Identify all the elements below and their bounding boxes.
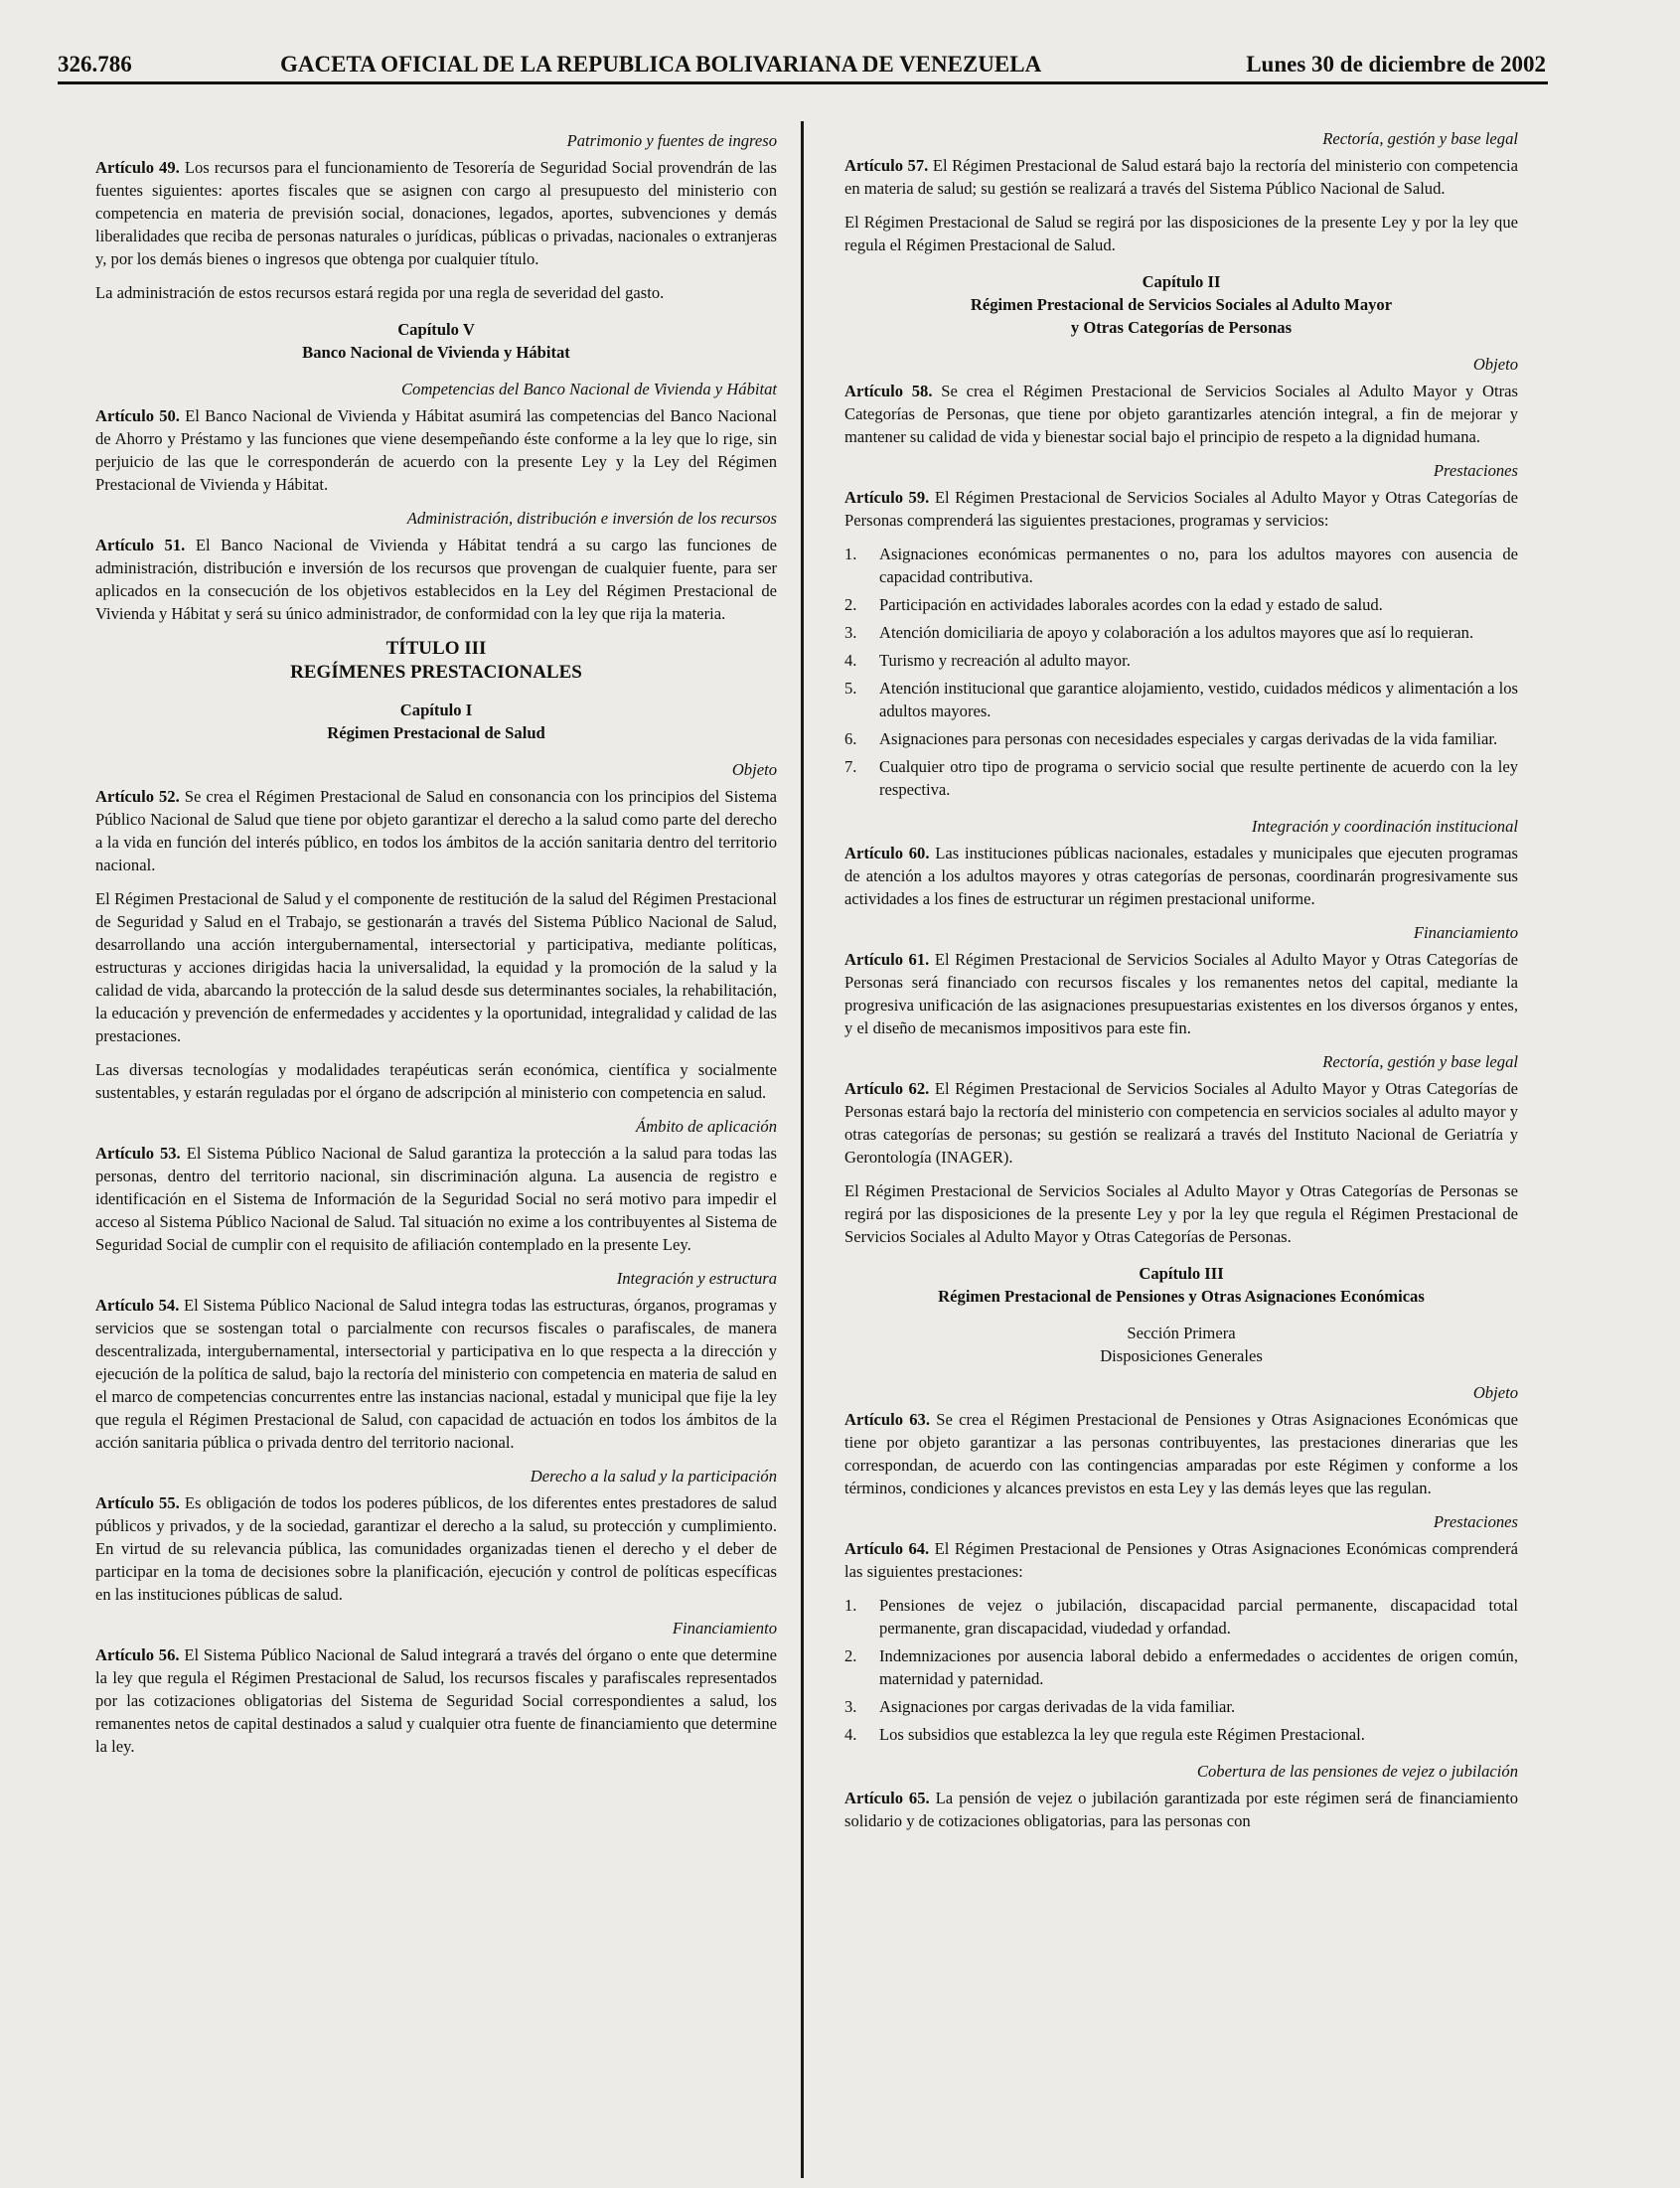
chapter-title-line-2: y Otras Categorías de Personas bbox=[1070, 318, 1293, 337]
list-item bbox=[844, 621, 1518, 644]
article-60 bbox=[844, 842, 1518, 910]
article-subtitle: Rectoría, gestión y base legal bbox=[1322, 129, 1518, 148]
article-59 bbox=[844, 486, 1518, 532]
list-item-text: Asignaciones por cargas derivadas de la vida familiar. bbox=[879, 1697, 1236, 1716]
article-61 bbox=[844, 948, 1518, 1039]
chapter-number: Capítulo III bbox=[1139, 1264, 1224, 1283]
article-subtitle: Objeto bbox=[1472, 355, 1518, 374]
list-item-text: Turismo y recreación al adulto mayor. bbox=[879, 651, 1131, 670]
article-number: Artículo 55. bbox=[95, 1493, 180, 1512]
page-number: 326.786 bbox=[58, 52, 132, 77]
article-subtitle: Objeto bbox=[731, 760, 777, 779]
article-53 bbox=[95, 1142, 777, 1256]
article-57 bbox=[844, 154, 1518, 200]
list-item bbox=[844, 1644, 1518, 1690]
article-65 bbox=[844, 1787, 1518, 1832]
article-text: Las instituciones públicas nacionales, estadales y municipales que ejecuten programas de atención a los adultos mayores y otras categorías de personas, coordinarán progresivamente sus actividades a los fines de estructurar un régimen prestacional uniforme. bbox=[844, 844, 1518, 908]
article-subtitle: Rectoría, gestión y base legal bbox=[1322, 1052, 1518, 1071]
article-number: Artículo 58. bbox=[844, 382, 933, 400]
chapter-title: Banco Nacional de Vivienda y Hábitat bbox=[302, 343, 570, 362]
paragraph: El Régimen Prestacional de Salud y el componente de restitución de la salud del Régimen Prestacional de Seguridad y Salud en el Trabajo, se gestionarán a través del Sistema Público Nacional de Salud, desarrollando una acción intergubernamental, intersectorial y participativa, mediante políticas, estructuras y acciones dirigidas hacia la universalidad, la equidad y la promoción de la salud y la calidad de vida, abarcando la protección de la salud desde sus determinantes sociales, la rehabilitación, la educación y prevención de enfermedades y accidentes y la oportunidad, integralidad y calidad de las prestaciones. bbox=[95, 889, 777, 1045]
list-item bbox=[844, 1594, 1518, 1640]
article-subtitle: Integración y estructura bbox=[616, 1269, 777, 1288]
section-title: Disposiciones Generales bbox=[1100, 1346, 1263, 1365]
article-subtitle: Cobertura de las pensiones de vejez o jubilación bbox=[1196, 1762, 1518, 1781]
paragraph: El Régimen Prestacional de Servicios Sociales al Adulto Mayor y Otras Categorías de Personas se regirá por las disposiciones de la presente Ley y por la ley que regula el Régimen Prestacional de Servicios Sociales al Adulto Mayor y Otras Categorías de Personas. bbox=[844, 1181, 1518, 1246]
section-heading bbox=[844, 1322, 1518, 1367]
article-55 bbox=[95, 1491, 777, 1606]
list-item-text: Pensiones de vejez o jubilación, discapacidad parcial permanente, discapacidad total permanente, gran discapacidad, viudedad y orfandad. bbox=[879, 1596, 1518, 1638]
article-54 bbox=[95, 1294, 777, 1454]
article-text: El Sistema Público Nacional de Salud integra todas las estructuras, órganos, programas y servicios que se sostengan total o parcialmente con recursos fiscales o parafiscales, de manera descentralizada, intergubernamental, intersectorial y participativa en lo que respecta a la dirección y ejecución de la política de salud, bajo la rectoría del ministerio con competencia en materia de salud en el marco de competencias concurrentes entre las instancias nacional, estadal y municipal que fije la ley que regula el Régimen Prestacional de Salud, con capacidad de actuación en todos los ámbitos de la acción sanitaria pública o privada dentro del territorio nacional. bbox=[95, 1296, 777, 1452]
chapter-number: Capítulo I bbox=[399, 701, 473, 719]
publication-date: Lunes 30 de diciembre de 2002 bbox=[1246, 52, 1546, 77]
title-name: REGÍMENES PRESTACIONALES bbox=[290, 662, 582, 683]
chapter-heading bbox=[95, 318, 777, 364]
article-text: Los recursos para el funcionamiento de Tesorería de Seguridad Social provendrán de las fuentes siguientes: aportes fiscales que se asignen con cargo al presupuesto del ministerio con competencia en materia de previsión social, donaciones, legados, aportes, subvenciones y demás liberalidades que reciba de personas naturales o jurídicas, públicas o privadas, nacionales o extranjeras y, por los demás bienes o ingresos que obtenga por cualquier título. bbox=[95, 158, 777, 268]
article-subtitle: Competencias del Banco Nacional de Vivienda y Hábitat bbox=[400, 380, 777, 398]
list-item-text: Cualquier otro tipo de programa o servicio social que resulte pertinente de acuerdo con la ley respectiva. bbox=[879, 757, 1518, 799]
list-item-number: 4. bbox=[844, 651, 857, 670]
article-text: Es obligación de todos los poderes públicos, de los diferentes entes prestadores de salud públicos y privados, y de la sociedad, garantizar el derecho a la salud, su protección y cumplimiento. En virtud de su relevancia pública, las comunidades organizadas tienen el derecho y el deber de participar en la toma de decisiones sobre la planificación, ejecución y control de políticas específicas en las instituciones públicas de salud. bbox=[95, 1493, 777, 1604]
list-item-number: 6. bbox=[844, 729, 857, 748]
list-item-number: 4. bbox=[844, 1725, 857, 1744]
article-number: Artículo 54. bbox=[95, 1296, 180, 1315]
article-number: Artículo 49. bbox=[95, 158, 180, 177]
chapter-heading bbox=[844, 1262, 1518, 1308]
article-number: Artículo 56. bbox=[95, 1645, 180, 1664]
chapter-heading bbox=[95, 699, 777, 744]
article-number: Artículo 52. bbox=[95, 787, 180, 806]
article-50 bbox=[95, 404, 777, 496]
article-subtitle: Administración, distribución e inversión de los recursos bbox=[406, 509, 777, 528]
article-56 bbox=[95, 1643, 777, 1758]
page-header bbox=[58, 52, 1548, 84]
article-text: Se crea el Régimen Prestacional de Pensiones y Otras Asignaciones Económicas que tiene por objeto garantizar a las personas contribuyentes, las prestaciones dinerarias que les correspondan, de acuerdo con las contingencias amparadas por este Régimen y conforme a los términos, condiciones y alcances previstos en esta Ley y las demás leyes que las regulan. bbox=[844, 1410, 1518, 1497]
chapter-title: Régimen Prestacional de Pensiones y Otras Asignaciones Económicas bbox=[938, 1287, 1425, 1306]
paragraph: Las diversas tecnologías y modalidades terapéuticas serán económica, científica y socialmente sustentables, y estarán reguladas por el órgano de adscripción al ministerio con competencia en salud. bbox=[95, 1060, 777, 1102]
article-52 bbox=[95, 785, 777, 876]
list-item bbox=[844, 593, 1518, 616]
list-item bbox=[844, 649, 1518, 672]
paragraph: El Régimen Prestacional de Salud se regirá por las disposiciones de la presente Ley y por la ley que regula el Régimen Prestacional de Salud. bbox=[844, 213, 1518, 254]
article-text: El Banco Nacional de Vivienda y Hábitat tendrá a su cargo las funciones de administración, distribución e inversión de los recursos que provengan de cualquier fuente, para ser aplicados en la consecución de los objetivos establecidos en la Ley del Régimen Prestacional de Vivienda y Hábitat y será su único administrador, de conformidad con la ley que rija la materia. bbox=[95, 536, 777, 623]
list-item bbox=[844, 727, 1518, 750]
article-subtitle: Ámbito de aplicación bbox=[636, 1117, 777, 1136]
list-item-number: 1. bbox=[844, 1596, 857, 1615]
article-subtitle: Financiamiento bbox=[1413, 923, 1518, 942]
list-item-text: Indemnizaciones por ausencia laboral debido a enfermedades o accidentes de origen común, maternidad y paternidad. bbox=[879, 1646, 1518, 1688]
article-subtitle: Integración y coordinación institucional bbox=[1251, 817, 1518, 836]
left-column bbox=[95, 129, 777, 1769]
article-number: Artículo 64. bbox=[844, 1539, 930, 1558]
right-column bbox=[844, 127, 1518, 1843]
chapter-title: Régimen Prestacional de Salud bbox=[327, 723, 545, 742]
article-text: El Régimen Prestacional de Pensiones y Otras Asignaciones Económicas comprenderá las siguientes prestaciones: bbox=[844, 1539, 1518, 1581]
section-number: Sección Primera bbox=[1127, 1324, 1236, 1342]
list-item-number: 1. bbox=[844, 545, 857, 563]
article-subtitle: Patrimonio y fuentes de ingreso bbox=[566, 131, 777, 150]
chapter-number: Capítulo II bbox=[1142, 272, 1221, 291]
list-item bbox=[844, 543, 1518, 588]
numbered-list bbox=[844, 543, 1518, 801]
list-item bbox=[844, 1723, 1518, 1746]
article-number: Artículo 53. bbox=[95, 1144, 181, 1163]
article-subtitle: Financiamiento bbox=[672, 1619, 777, 1638]
article-subtitle: Objeto bbox=[1472, 1383, 1518, 1402]
article-subtitle: Prestaciones bbox=[1433, 1512, 1518, 1531]
article-text: El Régimen Prestacional de Salud estará bajo la rectoría del ministerio con competencia en materia de salud; su gestión se realizará a través del Sistema Público Nacional de Salud. bbox=[844, 156, 1518, 198]
article-text: El Sistema Público Nacional de Salud garantiza la protección a la salud para todas las personas, dentro del territorio nacional, sin discriminación alguna. La ausencia de registro e identificación en el Sistema de Información de la Seguridad Social no será motivo para impedir el acceso al Sistema Público Nacional de Salud. Tal situación no exime a los contribuyentes al Sistema de Seguridad Social de cumplir con el requisito de afiliación contemplado en la presente Ley. bbox=[95, 1144, 777, 1254]
numbered-list bbox=[844, 1594, 1518, 1746]
article-number: Artículo 60. bbox=[844, 844, 930, 862]
list-item-number: 2. bbox=[844, 1646, 857, 1665]
list-item-number: 2. bbox=[844, 595, 857, 614]
title-number: TÍTULO III bbox=[385, 638, 487, 659]
article-text: Se crea el Régimen Prestacional de Salud en consonancia con los principios del Sistema Público Nacional de Salud que tiene por objeto garantizar el derecho a la salud como parte del derecho a la vida en función del interés público, en todos los ámbitos de la acción sanitaria dentro del territorio nacional. bbox=[95, 787, 777, 874]
article-text: Se crea el Régimen Prestacional de Servicios Sociales al Adulto Mayor y Otras Categorías de Personas, que tiene por objeto garantizarles atención integral, a fin de mejorar y mantener su calidad de vida y bienestar social bajo el principio de respeto a la dignidad humana. bbox=[844, 382, 1518, 446]
title-heading bbox=[95, 637, 777, 685]
article-number: Artículo 65. bbox=[844, 1789, 930, 1807]
article-text: El Régimen Prestacional de Servicios Sociales al Adulto Mayor y Otras Categorías de Personas será financiado con recursos fiscales y los remanentes netos del capital, mediante la progresiva unificación de las asignaciones presupuestarias existentes en los diversos órganos y entes, y el diseño de mecanismos impositivos para este fin. bbox=[844, 950, 1518, 1037]
list-item bbox=[844, 1695, 1518, 1718]
chapter-number: Capítulo V bbox=[397, 320, 475, 339]
list-item-text: Asignaciones para personas con necesidades especiales y cargas derivadas de la vida familiar. bbox=[879, 729, 1498, 748]
article-49 bbox=[95, 156, 777, 270]
article-51 bbox=[95, 534, 777, 625]
article-58 bbox=[844, 380, 1518, 448]
column-divider bbox=[801, 121, 804, 2178]
article-63 bbox=[844, 1408, 1518, 1499]
article-number: Artículo 57. bbox=[844, 156, 929, 175]
chapter-heading bbox=[844, 270, 1518, 339]
list-item-text: Los subsidios que establezca la ley que regula este Régimen Prestacional. bbox=[879, 1725, 1365, 1744]
article-number: Artículo 63. bbox=[844, 1410, 930, 1429]
article-subtitle: Prestaciones bbox=[1433, 461, 1518, 480]
paragraph: La administración de estos recursos estará regida por una regla de severidad del gasto. bbox=[95, 283, 665, 302]
list-item-number: 3. bbox=[844, 1697, 857, 1716]
article-number: Artículo 61. bbox=[844, 950, 930, 969]
list-item-text: Atención domiciliaria de apoyo y colaboración a los adultos mayores que así lo requieran. bbox=[879, 623, 1474, 642]
article-number: Artículo 50. bbox=[95, 406, 180, 425]
list-item-text: Asignaciones económicas permanentes o no, para los adultos mayores con ausencia de capacidad contributiva. bbox=[879, 545, 1518, 586]
article-64 bbox=[844, 1537, 1518, 1583]
list-item-number: 7. bbox=[844, 757, 857, 776]
article-number: Artículo 62. bbox=[844, 1079, 930, 1098]
article-number: Artículo 51. bbox=[95, 536, 186, 554]
list-item-text: Atención institucional que garantice alojamiento, vestido, cuidados médicos y alimentación a los adultos mayores. bbox=[879, 679, 1518, 720]
list-item-number: 3. bbox=[844, 623, 857, 642]
article-number: Artículo 59. bbox=[844, 488, 930, 507]
list-item-text: Participación en actividades laborales acordes con la edad y estado de salud. bbox=[879, 595, 1383, 614]
article-62 bbox=[844, 1077, 1518, 1169]
article-subtitle: Derecho a la salud y la participación bbox=[530, 1467, 777, 1485]
article-text: El Banco Nacional de Vivienda y Hábitat asumirá las competencias del Banco Nacional de Ahorro y Préstamo y las funciones que viene desempeñando éste conforme a la ley que lo rige, sin perjuicio de las que le corresponderán de acuerdo con la presente Ley y la Ley del Régimen Prestacional de Vivienda y Hábitat. bbox=[95, 406, 777, 494]
article-text: El Sistema Público Nacional de Salud integrará a través del órgano o ente que determine la ley que regula el Régimen Prestacional de Salud, los recursos fiscales y parafiscales representados por las cotizaciones obligatorias del Sistema de Seguridad Social correspondientes a salud, los remanentes netos de capital destinados a salud y cualquier otra fuente de financiamiento que determine la ley. bbox=[95, 1645, 777, 1756]
article-text: El Régimen Prestacional de Servicios Sociales al Adulto Mayor y Otras Categorías de Personas estará bajo la rectoría del ministerio con competencia en servicios sociales al adulto mayor y otras categorías de personas; su gestión se realizará a través del Instituto Nacional de Geriatría y Gerontología (INAGER). bbox=[844, 1079, 1518, 1167]
article-text: El Régimen Prestacional de Servicios Sociales al Adulto Mayor y Otras Categorías de Personas comprenderá las siguientes prestaciones, programas y servicios: bbox=[844, 488, 1518, 530]
list-item-number: 5. bbox=[844, 679, 857, 698]
list-item bbox=[844, 677, 1518, 722]
list-item bbox=[844, 755, 1518, 801]
publication-title: GACETA OFICIAL DE LA REPUBLICA BOLIVARIANA DE VENEZUELA bbox=[280, 52, 1042, 77]
chapter-title-line-1: Régimen Prestacional de Servicios Sociales al Adulto Mayor bbox=[970, 295, 1393, 314]
article-text: La pensión de vejez o jubilación garantizada por este régimen será de financiamiento solidario y de cotizaciones obligatorias, para las personas con bbox=[844, 1789, 1518, 1830]
